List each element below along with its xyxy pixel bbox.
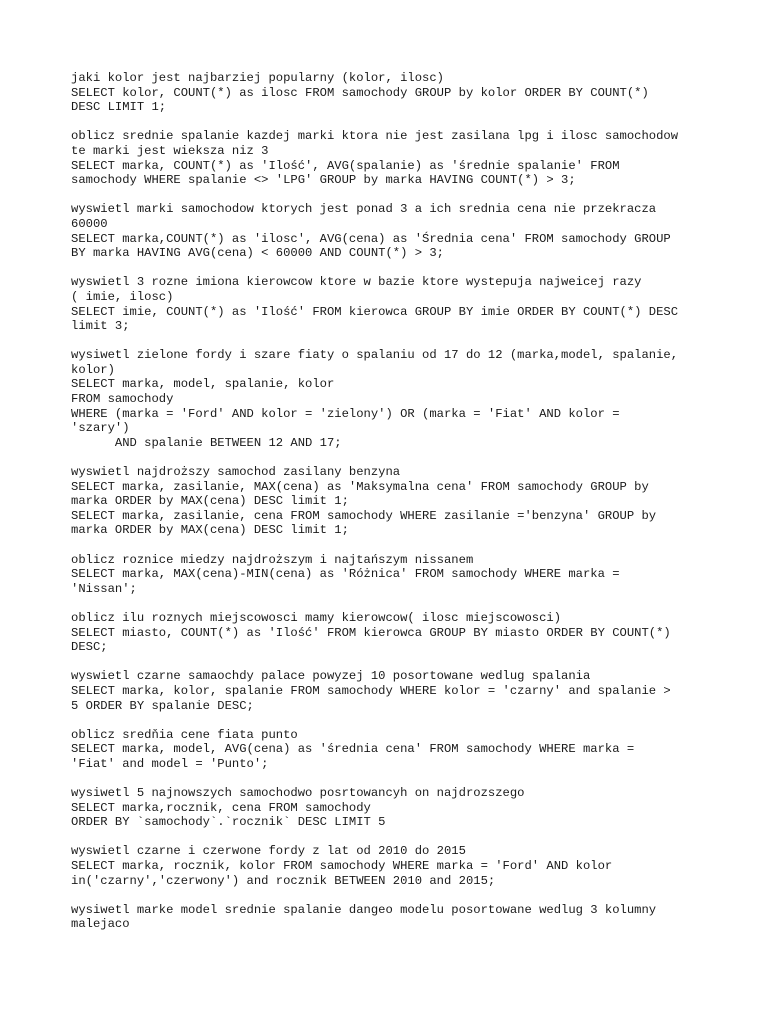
text-line: SELECT marka, model, AVG(cena) as 'średnia cena' FROM samochody WHERE marka = xyxy=(71,742,635,757)
query-block-11 xyxy=(71,786,711,830)
text-line: ( imie, ilosc) xyxy=(71,289,174,304)
text-line: SELECT marka, rocznik, kolor FROM samochody WHERE marka = 'Ford' AND kolor xyxy=(71,859,613,874)
text-line: SELECT marka, kolor, spalanie FROM samochody WHERE kolor = 'czarny' and spalanie > xyxy=(71,683,671,698)
text-line: DESC; xyxy=(71,640,108,655)
text-line: SELECT miasto, COUNT(*) as 'Ilość' FROM kierowca GROUP BY miasto ORDER BY COUNT(*) xyxy=(71,625,671,640)
text-line: FROM samochody xyxy=(71,392,174,407)
text-line: wyswietl czarne i czerwone fordy z lat od 2010 do 2015 xyxy=(71,844,466,859)
text-line: wyswietl marki samochodow ktorych jest ponad 3 a ich srednia cena nie przekracza xyxy=(71,202,657,217)
text-line: wyswietl najdroższy samochod zasilany benzyna xyxy=(71,465,401,480)
text-line: SELECT marka,rocznik, cena FROM samochody xyxy=(71,800,371,815)
query-block-3 xyxy=(71,202,711,260)
text-line: BY marka HAVING AVG(cena) < 60000 AND COUNT(*) > 3; xyxy=(71,246,444,261)
text-line: wysiwetl marke model srednie spalanie dangeo modelu posortowane wedlug 3 kolumny xyxy=(71,902,657,917)
text-line: SELECT marka, zasilanie, MAX(cena) as 'Maksymalna cena' FROM samochody GROUP by xyxy=(71,479,649,494)
text-line: 60000 xyxy=(71,216,108,231)
text-line: samochody WHERE spalanie <> 'LPG' GROUP by marka HAVING COUNT(*) > 3; xyxy=(71,173,576,188)
text-line: AND spalanie BETWEEN 12 AND 17; xyxy=(71,435,342,450)
query-block-13 xyxy=(71,903,711,932)
text-line: wysiwetl zielone fordy i szare fiaty o spalaniu od 17 do 12 (marka,model, spalanie, xyxy=(71,348,679,363)
query-block-5 xyxy=(71,348,711,450)
text-line: te marki jest wieksza niz 3 xyxy=(71,143,269,158)
query-block-10 xyxy=(71,728,711,772)
text-line: malejaco xyxy=(71,917,130,932)
query-block-2 xyxy=(71,129,711,187)
query-block-7 xyxy=(71,553,711,597)
query-block-8 xyxy=(71,611,711,655)
text-line: DESC LIMIT 1; xyxy=(71,100,167,115)
text-line: marka ORDER by MAX(cena) DESC limit 1; xyxy=(71,494,349,509)
text-line: 'Nissan'; xyxy=(71,581,137,596)
text-line: in('czarny','czerwony') and rocznik BETWEEN 2010 and 2015; xyxy=(71,873,496,888)
text-line: WHERE (marka = 'Ford' AND kolor = 'zielony') OR (marka = 'Fiat' AND kolor = xyxy=(71,406,620,421)
query-block-12 xyxy=(71,844,711,888)
text-line: wyswietl czarne samaochdy palace powyzej 10 posortowane wedlug spalania xyxy=(71,669,591,684)
text-line: SELECT kolor, COUNT(*) as ilosc FROM samochody GROUP by kolor ORDER BY COUNT(*) xyxy=(71,85,649,100)
text-line: SELECT marka, zasilanie, cena FROM samochody WHERE zasilanie ='benzyna' GROUP by xyxy=(71,508,657,523)
query-block-4 xyxy=(71,275,711,333)
text-line: kolor) xyxy=(71,362,115,377)
text-line: wyswietl 3 rozne imiona kierowcow ktore w bazie ktore wystepuja najweicej razy xyxy=(71,275,642,290)
text-line: SELECT marka, model, spalanie, kolor xyxy=(71,377,335,392)
text-line: ORDER BY `samochody`.`rocznik` DESC LIMIT 5 xyxy=(71,815,386,830)
text-line: SELECT imie, COUNT(*) as 'Ilość' FROM kierowca GROUP BY imie ORDER BY COUNT(*) DESC xyxy=(71,304,679,319)
text-line: oblicz srednie spalanie kazdej marki ktora nie jest zasilana lpg i ilosc samochodow xyxy=(71,129,679,144)
query-block-1 xyxy=(71,71,711,115)
text-line: oblicz ilu roznych miejscowosci mamy kierowcow( ilosc miejscowosci) xyxy=(71,610,562,625)
text-line: marka ORDER by MAX(cena) DESC limit 1; xyxy=(71,523,349,538)
text-line: limit 3; xyxy=(71,319,130,334)
text-line: jaki kolor jest najbarziej popularny (kolor, ilosc) xyxy=(71,71,444,85)
text-line: 'szary') xyxy=(71,421,130,436)
document-page xyxy=(71,71,711,947)
text-line: oblicz roznice miedzy najdroższym i najtańszym nissanem xyxy=(71,552,474,567)
text-line: wysiwetl 5 najnowszych samochodwo posrtowancyh on najdrozszego xyxy=(71,786,525,801)
text-line: SELECT marka, MAX(cena)-MIN(cena) as 'Różnica' FROM samochody WHERE marka = xyxy=(71,567,620,582)
query-block-6 xyxy=(71,465,711,538)
text-line: SELECT marka, COUNT(*) as 'Ilość', AVG(spalanie) as 'średnie spalanie' FROM xyxy=(71,158,620,173)
text-line: SELECT marka,COUNT(*) as 'ilosc', AVG(cena) as 'Średnia cena' FROM samochody GROUP xyxy=(71,231,671,246)
text-line: 'Fiat' and model = 'Punto'; xyxy=(71,756,269,771)
text-line: oblicz sredňia cene fiata punto xyxy=(71,727,298,742)
query-block-9 xyxy=(71,669,711,713)
text-line: 5 ORDER BY spalanie DESC; xyxy=(71,698,254,713)
